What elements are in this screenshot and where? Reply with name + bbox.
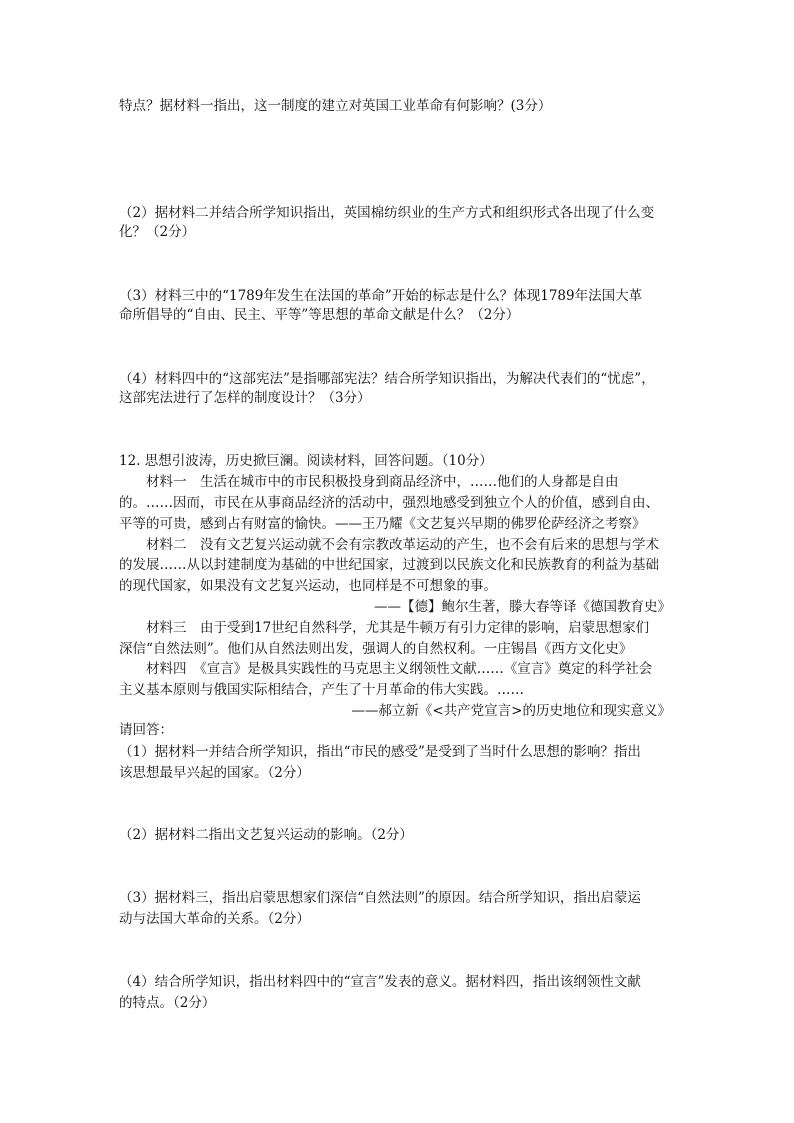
q11-2-line1: （2）据材料二并结合所学知识指出，英国棉纺织业的生产方式和组织形式各出现了什么变	[119, 205, 655, 221]
answer-prompt: 请回答：	[119, 722, 173, 738]
q11-3-line1: （3）材料三中的“1789年发生在法国的革命”开始的标志是什么？体现1789年法国大革	[119, 288, 643, 304]
q11-3-line2: 命所倡导的“自由、民主、平等”等思想的革命文献是什么？（2分）	[119, 307, 520, 323]
material1-line1: 材料一 生活在城市中的市民积极投身到商品经济中，……他们的人身都是自由	[146, 474, 619, 490]
q12-3-line1: （3）据材料三，指出启蒙思想家们深信“自然法则”的原因。结合所学知识，指出启蒙运	[119, 890, 641, 906]
material2-line1: 材料二 没有文艺复兴运动就不会有宗教改革运动的产生，也不会有后来的思想与学术	[146, 537, 659, 553]
q12-title: 12. 思想引波涛，历史掀巨澜。阅读材料，回答问题。（10分）	[119, 453, 493, 469]
q12-4-line2: 的特点。（2分）	[119, 995, 216, 1011]
q11-4-line1: （4）材料四中的“这部宪法”是指哪部宪法？结合所学知识指出，为解决代表们的“忧虑”，	[119, 371, 655, 387]
material2-source: ——【德】鲍尔生著，滕大春等译《德国教育史》	[374, 599, 671, 615]
q12-1-line1: （1）据材料一并结合所学知识，指出“市民的感受”是受到了当时什么思想的影响？指出	[119, 744, 641, 760]
q11-4-line2: 这部宪法进行了怎样的制度设计？（3分）	[119, 390, 371, 406]
q12-2-line1: （2）据材料二指出文艺复兴运动的影响。（2分）	[119, 827, 413, 843]
q12-4-line1: （4）结合所学知识，指出材料四中的“宣言”发表的意义。据材料四，指出该纲领性文献	[119, 974, 641, 990]
material1-line2: 的。……因而，市民在从事商品经济的活动中，强烈地感受到独立个人的价值，感到自由、	[119, 495, 659, 511]
material1-line3: 平等的可贵，感到占有财富的愉快。——王乃耀《文艺复兴早期的佛罗伦萨经济之考察》	[119, 516, 646, 532]
q11-2-line2: 化？（2分）	[119, 224, 196, 240]
material2-line2: 的发展……从以封建制度为基础的中世纪国家，过渡到以民族文化和民族教育的利益为基础	[119, 557, 659, 573]
material3-line2: 深信“自然法则”。他们从自然法则出发，强调人的自然权利。一庄锡昌《西方文化史》	[119, 641, 633, 657]
q12-3-line2: 动与法国大革命的关系。（2分）	[119, 911, 310, 927]
material2-line3: 的现代国家，如果没有文艺复兴运动，也同样是不可想象的事。	[119, 578, 497, 594]
material4-source: ——郝立新《<共产党宣言>的历史地位和现实意义》	[351, 703, 671, 719]
material4-line1: 材料四 《宣言》是极具实践性的马克思主义纲领性文献……《宣言》奠定的科学社会	[146, 661, 653, 677]
material3-line1: 材料三 由于受到17世纪自然科学，尤其是牛顿万有引力定律的影响，启蒙思想家们	[146, 620, 650, 636]
q11-1-tail: 特点？据材料一指出，这一制度的建立对英国工业革命有何影响？(3分）	[119, 98, 552, 114]
material4-line2: 主义基本原则与俄国实际相结合，产生了十月革命的伟大实践。……	[119, 682, 524, 698]
q12-1-line2: 该思想最早兴起的国家。（2分）	[119, 765, 310, 781]
